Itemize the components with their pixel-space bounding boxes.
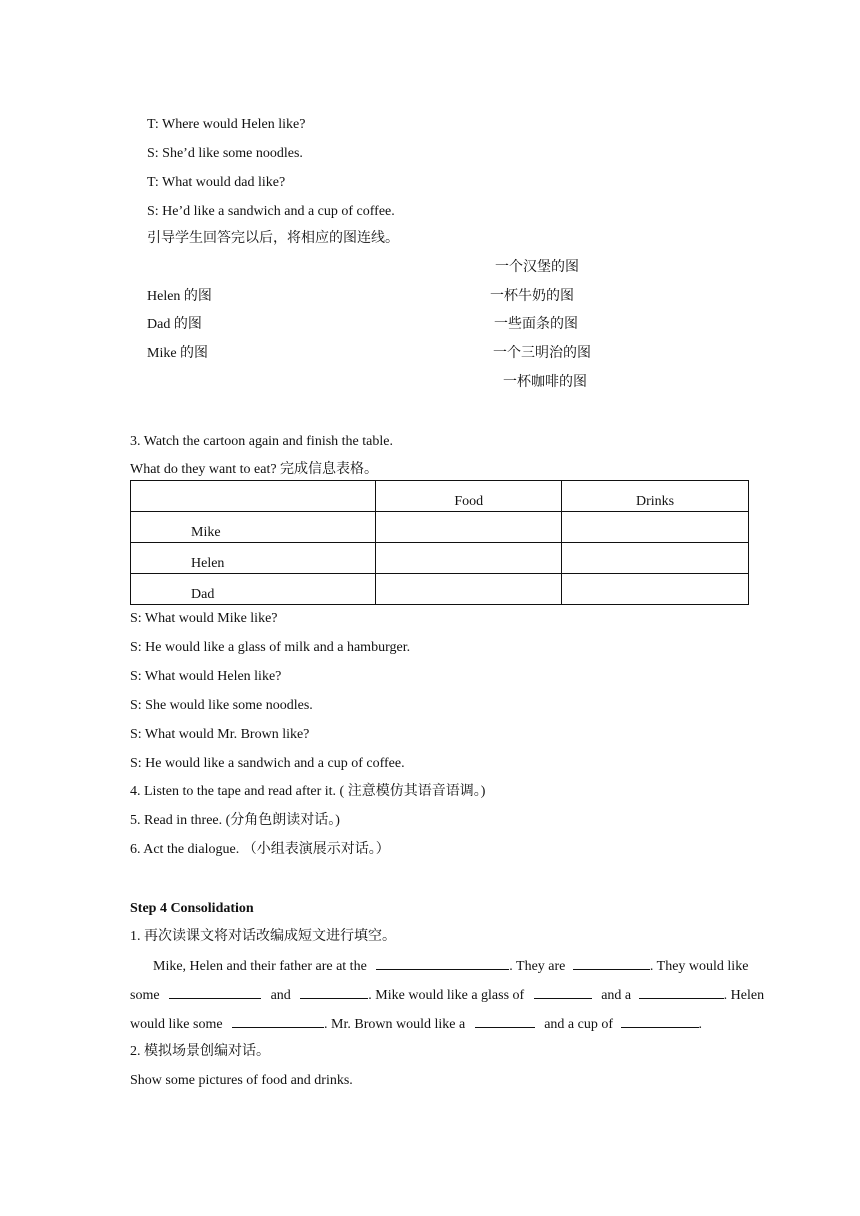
- table-row: [131, 512, 749, 543]
- table-cell-food[interactable]: [376, 512, 562, 543]
- fill-blank[interactable]: [534, 986, 592, 999]
- table-row: [131, 543, 749, 574]
- dialogue-line: T: Where would Helen like?: [147, 117, 306, 132]
- table-cell-food[interactable]: [376, 574, 562, 605]
- paragraph-text: . They are: [509, 959, 566, 974]
- table-cell-food[interactable]: [376, 543, 562, 574]
- fill-blank[interactable]: [300, 986, 368, 999]
- dialogue-line: T: What would dad like?: [147, 175, 286, 190]
- paragraph-text: and a: [601, 988, 632, 1003]
- dialogue-line: S: She would like some noodles.: [130, 698, 313, 713]
- match-left-item: Dad 的图: [147, 317, 202, 332]
- activity-item: 6. Act the dialogue. （小组表演展示对话。）: [130, 842, 390, 857]
- step4-item: 1. 再次读课文将对话改编成短文进行填空。: [130, 929, 396, 944]
- paragraph-text: . Mike would like a glass of: [368, 988, 525, 1003]
- step4-title: Step 4 Consolidation: [130, 901, 254, 916]
- activity-item: 4. Listen to the tape and read after it. ( 注意模仿其语音语调。): [130, 784, 486, 799]
- table-row: [131, 574, 749, 605]
- table-cell-name: Helen: [131, 543, 376, 574]
- fill-paragraph-line: [153, 957, 748, 976]
- activity-item: 5. Read in three. (分角色朗读对话。): [130, 813, 340, 828]
- step3-heading: 3. Watch the cartoon again and finish the table.: [130, 434, 393, 449]
- table-cell-name: Dad: [131, 574, 376, 605]
- fill-blank[interactable]: [475, 1015, 535, 1028]
- paragraph-text: and: [270, 988, 291, 1003]
- paragraph-text: and a cup of: [544, 1017, 614, 1032]
- table-cell-name: Mike: [131, 512, 376, 543]
- dialogue-line: S: What would Mike like?: [130, 611, 278, 626]
- dialogue-line: S: What would Helen like?: [130, 669, 282, 684]
- fill-blank[interactable]: [232, 1015, 324, 1028]
- match-right-item: 一杯牛奶的图: [490, 289, 574, 304]
- step4-item: 2. 模拟场景创编对话。: [130, 1044, 270, 1059]
- paragraph-text: . They would like: [649, 959, 749, 974]
- fill-blank[interactable]: [621, 1015, 699, 1028]
- info-table: [130, 480, 749, 605]
- paragraph-text: Mike, Helen and their father are at the: [153, 959, 367, 974]
- paragraph-text: . Mr. Brown would like a: [324, 1017, 466, 1032]
- fill-paragraph-line: [130, 1015, 702, 1034]
- match-left-item: Helen 的图: [147, 289, 212, 304]
- step4-item: Show some pictures of food and drinks.: [130, 1073, 353, 1088]
- paragraph-text: . Helen: [723, 988, 765, 1003]
- dialogue-line: S: He would like a glass of milk and a hamburger.: [130, 640, 411, 655]
- match-right-item: 一个三明治的图: [493, 346, 591, 361]
- match-right-item: 一个汉堡的图: [495, 260, 579, 275]
- table-header-cell: [131, 481, 376, 512]
- paragraph-text: some: [130, 988, 160, 1003]
- fill-blank[interactable]: [639, 986, 724, 999]
- instruction-text: 引导学生回答完以后，将相应的图连线。: [147, 231, 399, 246]
- table-cell-drinks[interactable]: [562, 543, 749, 574]
- fill-blank[interactable]: [573, 957, 650, 970]
- match-left-item: Mike 的图: [147, 346, 209, 361]
- table-cell-drinks[interactable]: [562, 512, 749, 543]
- match-right-item: 一杯咖啡的图: [503, 375, 587, 390]
- step3-question: What do they want to eat? 完成信息表格。: [130, 462, 379, 477]
- paragraph-text: .: [698, 1017, 703, 1032]
- table-header-cell: Drinks: [562, 481, 749, 512]
- match-right-item: 一些面条的图: [494, 317, 578, 332]
- fill-paragraph-line: [130, 986, 787, 1005]
- paragraph-text: would like some: [130, 1017, 223, 1032]
- dialogue-line: S: She’d like some noodles.: [147, 146, 303, 161]
- table-cell-drinks[interactable]: [562, 574, 749, 605]
- dialogue-line: S: He would like a sandwich and a cup of coffee.: [130, 756, 405, 771]
- table-header-cell: Food: [376, 481, 562, 512]
- fill-blank[interactable]: [169, 986, 261, 999]
- table-header-row: [131, 481, 749, 512]
- dialogue-line: S: He’d like a sandwich and a cup of coffee.: [147, 204, 395, 219]
- fill-blank[interactable]: [376, 957, 509, 970]
- dialogue-line: S: What would Mr. Brown like?: [130, 727, 310, 742]
